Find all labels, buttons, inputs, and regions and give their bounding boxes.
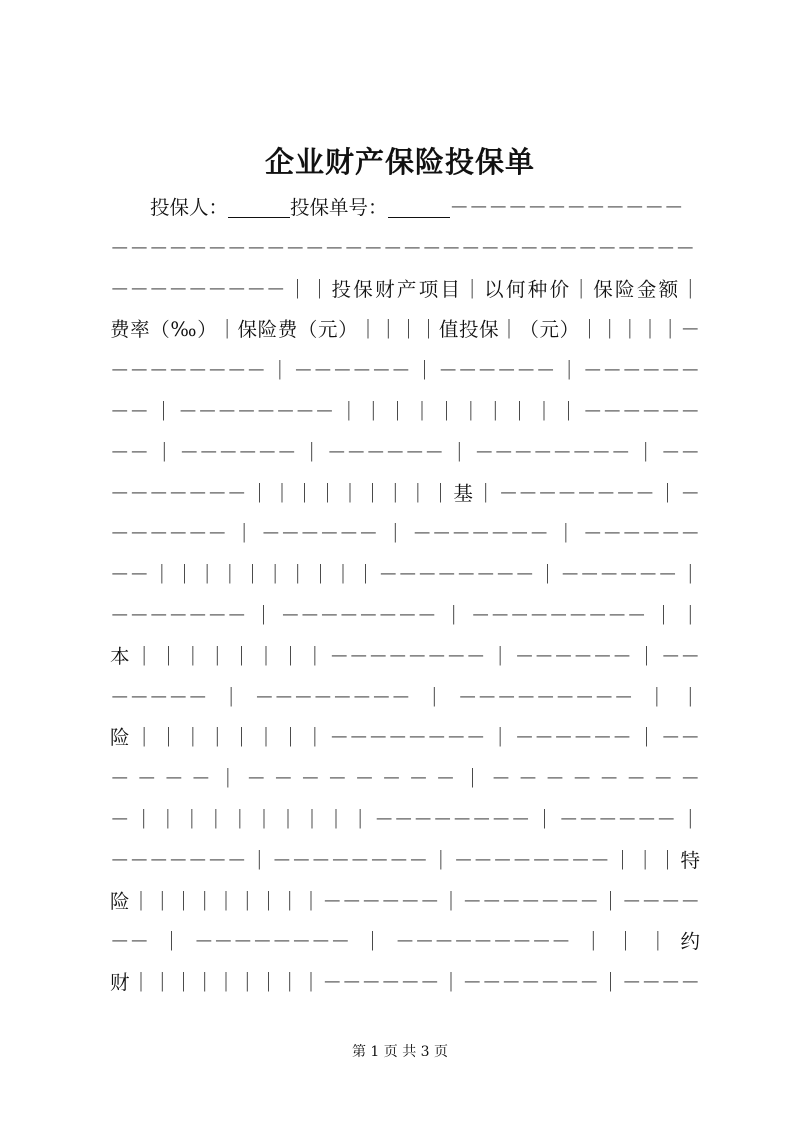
text-line: 财｜｜｜｜｜｜｜｜｜－－－－－－｜－－－－－－－｜－－－－: [110, 971, 700, 995]
page-footer: 第 1 页 共 3 页: [351, 1044, 449, 1060]
text-line: －－｜－－－－－－－－｜－－－－－－－－－｜｜｜约: [110, 930, 700, 954]
text-line: －－－－－－｜－－－－－－｜－－－－－－－｜－－－－－－: [110, 522, 700, 546]
applicant-line-trailing: －－－－－－－－－－－－: [449, 196, 684, 219]
text-line: －｜｜｜｜｜｜｜｜｜｜－－－－－－－－｜－－－－－－｜: [110, 807, 700, 831]
text-line: －－－－－－－｜－－－－－－－－｜－－－－－－－－－｜｜: [110, 603, 700, 627]
applicant-line: [110, 188, 700, 229]
text-line: －－－－－－－－－－－－－－－－－－－－－－－－－－－－－－: [110, 236, 696, 260]
text-line: －－－－－－－｜｜｜｜｜｜｜｜｜基｜－－－－－－－－｜－: [110, 481, 700, 505]
text-line: 费率（‰）｜保险费（元）｜｜｜｜值投保｜（元）｜｜｜｜｜－: [110, 318, 700, 342]
document-title: 企业财产保险投保单: [264, 145, 535, 179]
applicant-label: 投保人：: [150, 196, 229, 219]
text-line: －－｜｜｜｜｜｜｜｜｜｜－－－－－－－－｜－－－－－－｜: [110, 563, 700, 587]
applicant-blank-field[interactable]: [228, 197, 290, 218]
text-line: －－｜－－－－－－｜－－－－－－｜－－－－－－－－｜－－: [110, 440, 700, 464]
document-body: [110, 188, 700, 1004]
text-line: －－－－－｜－－－－－－－－｜－－－－－－－－－｜｜: [110, 685, 700, 709]
text-line: －－－－－－－－－｜｜投保财产项目｜以何种价｜保险金额｜: [110, 277, 700, 301]
policy-number-blank-field[interactable]: [388, 197, 450, 218]
text-line: 险｜｜｜｜｜｜｜｜｜－－－－－－｜－－－－－－－｜－－－－: [110, 889, 700, 913]
text-line: －－｜－－－－－－－－｜｜｜｜｜｜｜｜｜｜－－－－－－: [110, 399, 700, 423]
text-line: －－－－－－－－｜－－－－－－｜－－－－－－｜－－－－－－: [110, 359, 700, 383]
policy-number-label: 投保单号：: [290, 196, 388, 219]
text-line: 险｜｜｜｜｜｜｜｜－－－－－－－－｜－－－－－－｜－－: [110, 726, 700, 750]
text-line: －－－－－－－｜－－－－－－－－｜－－－－－－－－｜｜｜特: [110, 848, 700, 872]
text-line: － － － － ｜ － － － － － － － － ｜ － － － － － － － －: [110, 767, 700, 791]
text-line: 本｜｜｜｜｜｜｜｜－－－－－－－－｜－－－－－－｜－－: [110, 644, 700, 668]
